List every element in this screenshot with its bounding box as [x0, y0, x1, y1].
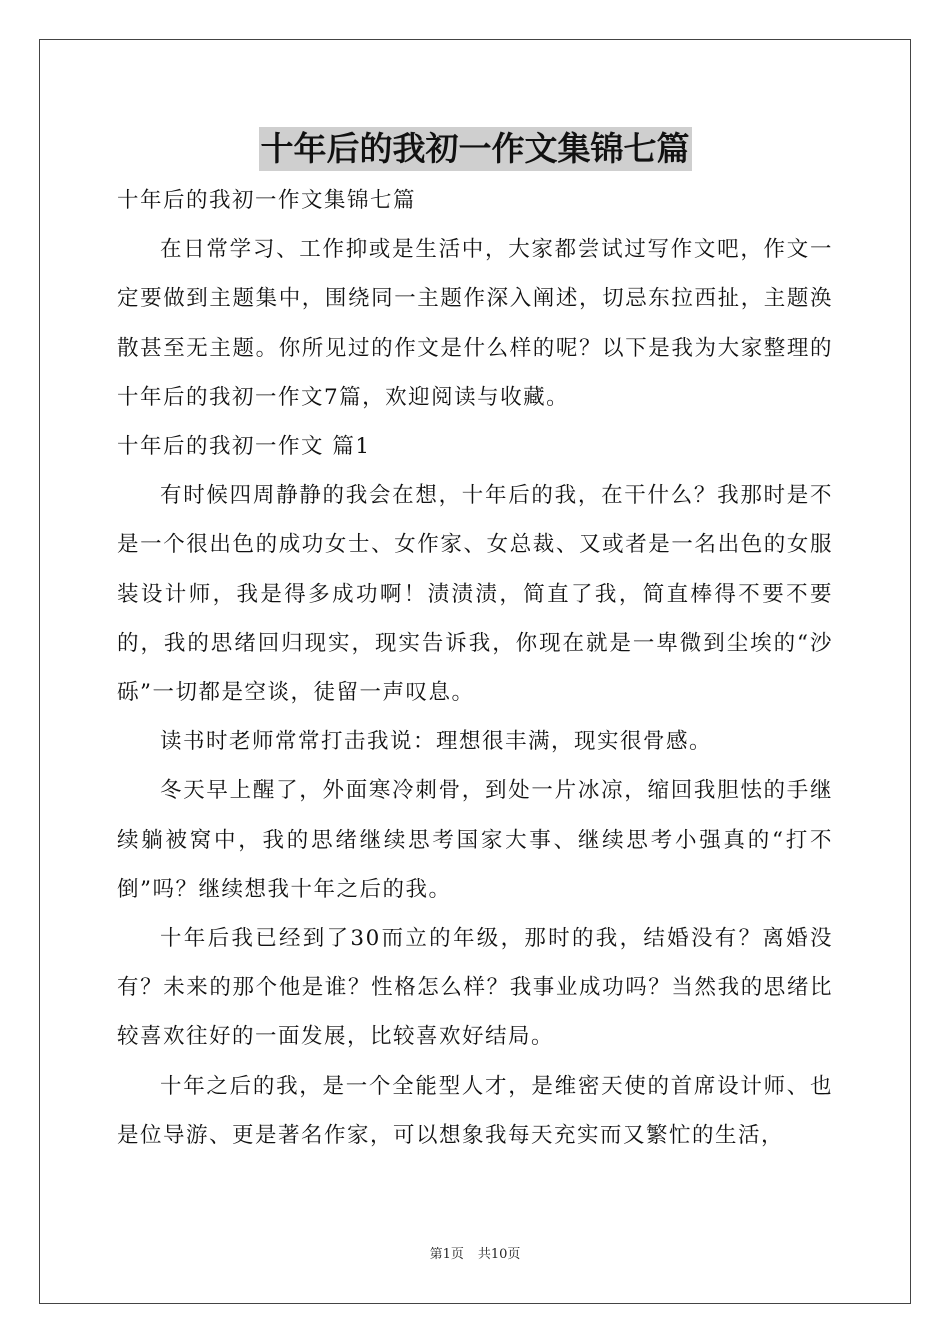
page-total: 共10页	[477, 1247, 521, 1262]
paragraph: 在日常学习、工作抑或是生活中，大家都尝试过写作文吧，作文一定要做到主题集中，围绕同一主题作深入阐述，切忌东拉西扯，主题涣散甚至无主题。你所见过的作文是什么样的呢？以下是我为大家整理的十年后的我初一作文7篇，欢迎阅读与收藏。	[117, 237, 833, 410]
paragraph: 读书时老师常常打击我说：理想很丰满，现实很骨感。	[160, 729, 713, 755]
paragraph: 十年后我已经到了30而立的年级，那时的我，结婚没有？离婚没有？未来的那个他是谁？性格怎么样？我事业成功吗？当然我的思绪比较喜欢往好的一面发展，比较喜欢好结局。	[117, 926, 833, 1050]
paragraph: 十年之后的我，是一个全能型人才，是维密天使的首席设计师、也是位导游、更是著名作家，可以想象我每天充实而又繁忙的生活，	[117, 1073, 833, 1148]
document-body	[117, 176, 833, 1160]
paragraph: 十年后的我初一作文集锦七篇	[117, 188, 417, 213]
paragraph: 有时候四周静静的我会在想，十年后的我，在干什么？我那时是不是一个很出色的成功女士、女作家、女总裁、又或者是一名出色的女服装设计师，我是得多成功啊！渍渍渍，简直了我，简直棒得不要不要的，我的思绪回归现实，现实告诉我，你现在就是一卑微到尘埃的“沙砾”一切都是空谈，徒留一声叹息。	[117, 483, 833, 706]
document-title: 十年后的我初一作文集锦七篇	[259, 127, 692, 171]
page-footer	[0, 1246, 950, 1264]
paragraph: 冬天早上醒了，外面寒冷刺骨，到处一片冰凉，缩回我胆怯的手继续躺被窝中，我的思绪继续思考国家大事、继续思考小强真的“打不倒”吗？继续想我十年之后的我。	[117, 778, 833, 902]
paragraph: 十年后的我初一作文 篇1	[117, 434, 371, 460]
page-number: 第1页	[429, 1247, 464, 1262]
title-container	[0, 127, 950, 171]
